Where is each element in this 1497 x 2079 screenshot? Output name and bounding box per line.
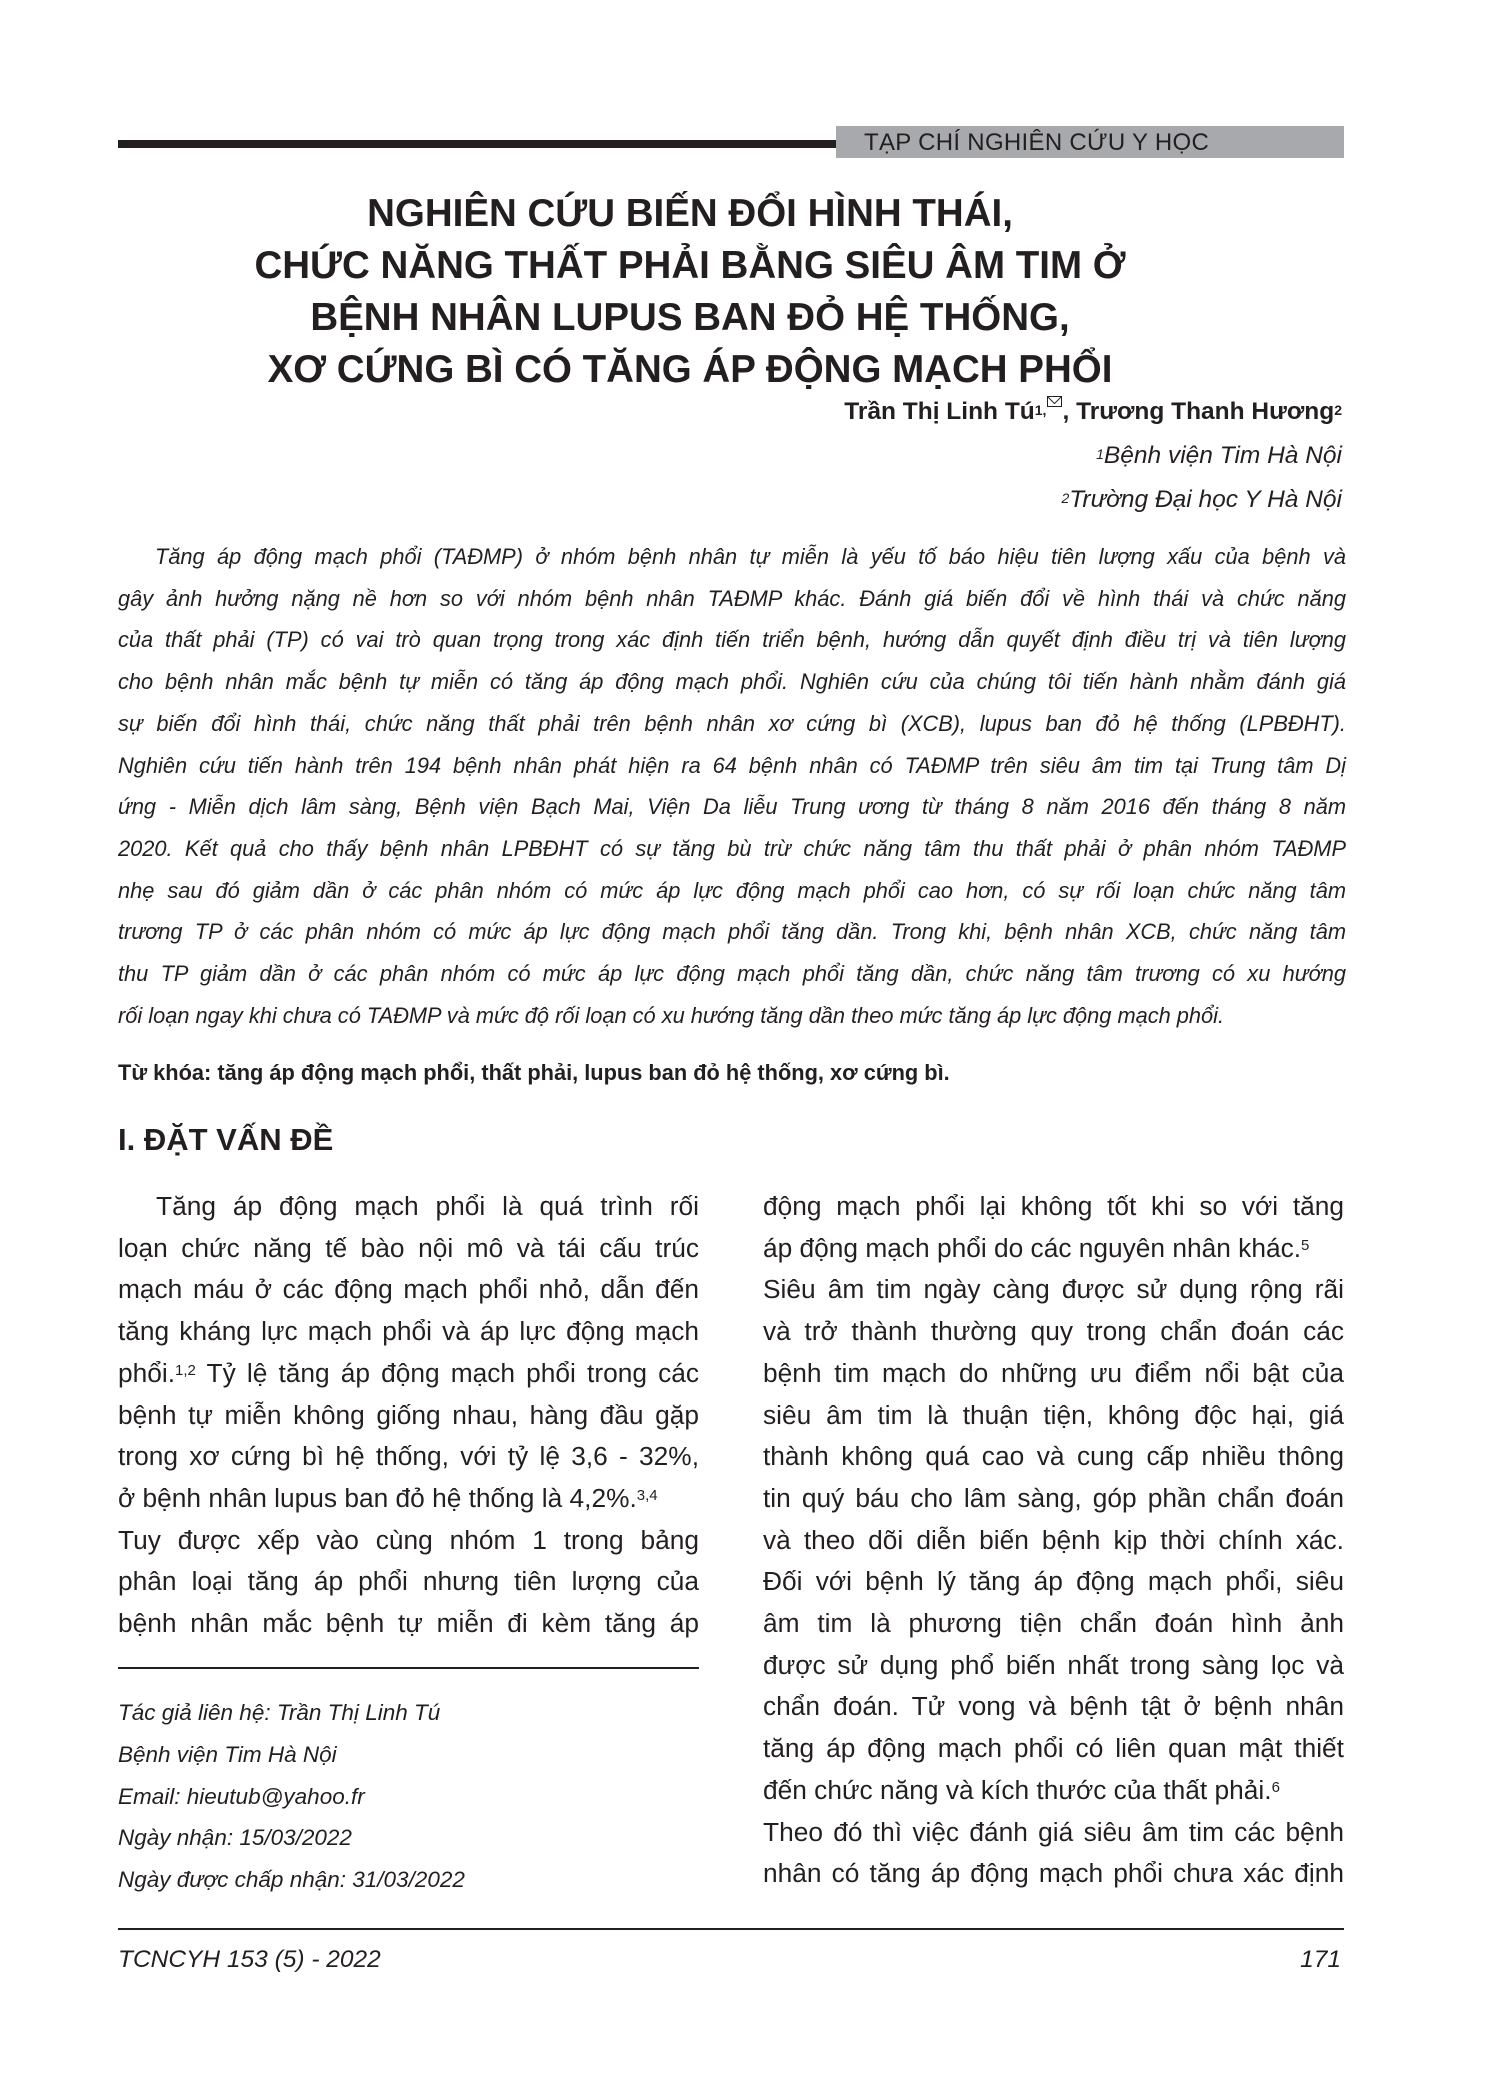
journal-name: TẠP CHÍ NGHIÊN CỨU Y HỌC: [864, 129, 1210, 156]
author-block: [844, 390, 1342, 522]
body-line: mạch máu ở các động mạch phổi nhỏ, dẫn đến: [118, 1274, 699, 1305]
body-line: Tăng áp động mạch phổi là quá trình rối: [156, 1191, 699, 1221]
abstract: [118, 536, 1346, 1036]
footer-journal-citation: TCNCYH 153 (5) - 2022: [118, 1946, 381, 1973]
citation-ref: 1,2: [175, 1361, 196, 1379]
author-separator: ,: [1062, 398, 1077, 425]
abstract-line: trương TP ở các phân nhóm có mức áp lực động mạch phổi tăng dần. Trong khi, bệnh nhân XCB, chức năng tâm: [118, 919, 1346, 945]
body-line: phân loại tăng áp phổi nhưng tiên lượng của: [118, 1566, 699, 1597]
body-line: phổi.$^{1,2}$ Tỷ lệ tăng áp động mạch phổi trong các: [118, 1357, 699, 1388]
title-line: NGHIÊN CỨU BIẾN ĐỔI HÌNH THÁI,: [367, 192, 1013, 235]
footnote-line: Tác giả liên hệ: Trần Thị Linh Tú: [118, 1700, 441, 1725]
body-line: siêu âm tim là thuận tiện, không độc hại, giá: [763, 1399, 1344, 1430]
body-line: bệnh tự miễn không giống nhau, hàng đầu gặp: [118, 1399, 699, 1430]
journal-header-tab: [836, 126, 1344, 158]
abstract-line: 2020. Kết quả cho thấy bệnh nhân LPBĐHT có sự tăng bù trừ chức năng tâm thu thất phải ở phân nhóm TAĐMP: [118, 835, 1346, 861]
footnote-line: Ngày được chấp nhận: 31/03/2022: [118, 1867, 465, 1893]
body-line: loạn chức năng tế bào nội mô và tái cấu trúc: [118, 1232, 699, 1263]
citation-ref: 3,4: [636, 1486, 658, 1504]
title-line: CHỨC NĂNG THẤT PHẢI BẰNG SIÊU ÂM TIM Ở: [254, 244, 1126, 287]
author-1-affiliation: 1,: [1034, 402, 1047, 418]
body-line: Theo đó thì việc đánh giá siêu âm tim các bệnh: [763, 1816, 1344, 1847]
body-left-column: [118, 1186, 699, 1645]
body-line: tăng áp động mạch phổi có liên quan mật thiết: [763, 1733, 1344, 1764]
body-line: đến chức năng và kích thước của thất phải.$^6$: [763, 1774, 1280, 1805]
body-line: bệnh nhân mắc bệnh tự miễn đi kèm tăng áp: [118, 1608, 699, 1639]
page-number: 171: [1300, 1946, 1341, 1973]
body-right-column: [763, 1186, 1344, 1895]
body-line: được sử dụng phổ biến nhất trong sàng lọc và: [763, 1649, 1344, 1680]
abstract-line: gây ảnh hưởng nặng nề hơn so với nhóm bệnh nhân TAĐMP khác. Đánh giá biến đổi về hình thái và chức năng: [118, 585, 1346, 611]
body-line: Siêu âm tim ngày càng được sử dụng rộng rãi: [763, 1274, 1344, 1305]
body-line: nhân có tăng áp động mạch phổi chưa xác định: [763, 1858, 1344, 1889]
section-heading: I. ĐẶT VẤN ĐỀ: [118, 1122, 334, 1157]
abstract-line: Tăng áp động mạch phổi (TAĐMP) ở nhóm bệnh nhân tự miễn là yếu tố báo hiệu tiên lượng xấu của bệnh và: [155, 544, 1346, 569]
body-line: tăng kháng lực mạch phổi và áp lực động mạch: [118, 1316, 699, 1347]
citation-ref: 6: [1271, 1778, 1280, 1796]
corresponding-author-footnote: [118, 1692, 465, 1901]
abstract-line: rối loạn ngay khi chưa có TAĐMP và mức độ rối loạn có xu hướng tăng dần theo mức tăng áp lực động mạch phổi.: [118, 1002, 1225, 1028]
body-line: tin quý báu cho lâm sàng, góp phần chẩn đoán: [763, 1482, 1344, 1513]
abstract-line: ứng - Miễn dịch lâm sàng, Bệnh viện Bạch Mai, Viện Da liễu Trung ương từ tháng 8 năm 2016 đến tháng 8 năm: [118, 794, 1346, 820]
abstract-line: cho bệnh nhân mắc bệnh tự miễn có tăng áp động mạch phổi. Nghiên cứu của chúng tôi tiến hành nhằm đánh giá: [118, 669, 1346, 695]
body-line: và trở thành thường quy trong chẩn đoán các: [763, 1316, 1344, 1347]
footnote-line: Bệnh viện Tim Hà Nội: [118, 1741, 337, 1767]
author-2: Trương Thanh Hương: [1076, 398, 1335, 425]
body-line: trong xơ cứng bì hệ thống, với tỷ lệ 3,6 - 32%,: [118, 1441, 699, 1472]
body-line: Tuy được xếp vào cùng nhóm 1 trong bảng: [118, 1524, 699, 1555]
footnote-rule: [118, 1667, 699, 1669]
author-names: [844, 390, 1342, 434]
footnote-line: Ngày nhận: 15/03/2022: [118, 1825, 352, 1851]
footnote-line: Email: hieutub@yahoo.fr: [118, 1783, 365, 1809]
body-line: bệnh tim mạch do những ưu điểm nổi bật của: [763, 1357, 1344, 1388]
affiliation-2: $^2$Trường Đại học Y Hà Nội: [1061, 486, 1342, 513]
body-line: âm tim là phương tiện chẩn đoán hình ảnh: [763, 1608, 1344, 1639]
body-line: áp động mạch phổi do các nguyên nhân khác.$^5$: [763, 1232, 1310, 1263]
affiliation-1: $^1$Bệnh viện Tim Hà Nội: [1096, 442, 1342, 469]
author-1: Trần Thị Linh Tú: [844, 398, 1035, 425]
citation-ref: 5: [1301, 1236, 1310, 1254]
abstract-line: sự biến đổi hình thái, chức năng thất phải trên bệnh nhân xơ cứng bì (XCB), lupus ban đỏ hệ thống (LPBĐHT).: [118, 710, 1346, 736]
envelope-icon: [1047, 396, 1062, 407]
footer-rule: [118, 1928, 1344, 1930]
body-line: thành không quá cao và cung cấp nhiều thông: [763, 1441, 1344, 1472]
body-line: và theo dõi diễn biến bệnh kịp thời chính xác.: [763, 1524, 1344, 1555]
title-line: BỆNH NHÂN LUPUS BAN ĐỎ HỆ THỐNG,: [310, 296, 1070, 339]
body-line: Đối với bệnh lý tăng áp động mạch phổi, siêu: [763, 1566, 1344, 1597]
body-line: động mạch phổi lại không tốt khi so với tăng: [763, 1191, 1344, 1221]
abstract-line: Nghiên cứu tiến hành trên 194 bệnh nhân phát hiện ra 64 bệnh nhân có TAĐMP trên siêu âm tim tại Trung tâm Dị: [118, 752, 1346, 778]
header-rule: [118, 140, 836, 148]
abstract-line: của thất phải (TP) có vai trò quan trọng trong xác định tiến triển bệnh, hướng dẫn quyết định điều trị và tiên lượng: [118, 627, 1346, 653]
author-2-affiliation: 2: [1334, 402, 1342, 418]
title-line: XƠ CỨNG BÌ CÓ TĂNG ÁP ĐỘNG MẠCH PHỔI: [267, 348, 1113, 391]
keywords: Từ khóa: tăng áp động mạch phổi, thất phải, lupus ban đỏ hệ thống, xơ cứng bì.: [118, 1060, 950, 1085]
abstract-line: thu TP giảm dần ở các phân nhóm có mức áp lực động mạch phổi tăng dần, chức năng tâm trương có xu hướng: [118, 961, 1346, 987]
abstract-line: nhẹ sau đó giảm dần ở các phân nhóm có mức áp lực động mạch phổi cao hơn, có sự rối loạn chức năng tâm: [118, 877, 1346, 903]
body-line: chẩn đoán. Tử vong và bệnh tật ở bệnh nhân: [763, 1691, 1344, 1722]
body-line: ở bệnh nhân lupus ban đỏ hệ thống là 4,2%.$^{3,4}$: [118, 1482, 658, 1513]
article-title: [140, 188, 1240, 396]
